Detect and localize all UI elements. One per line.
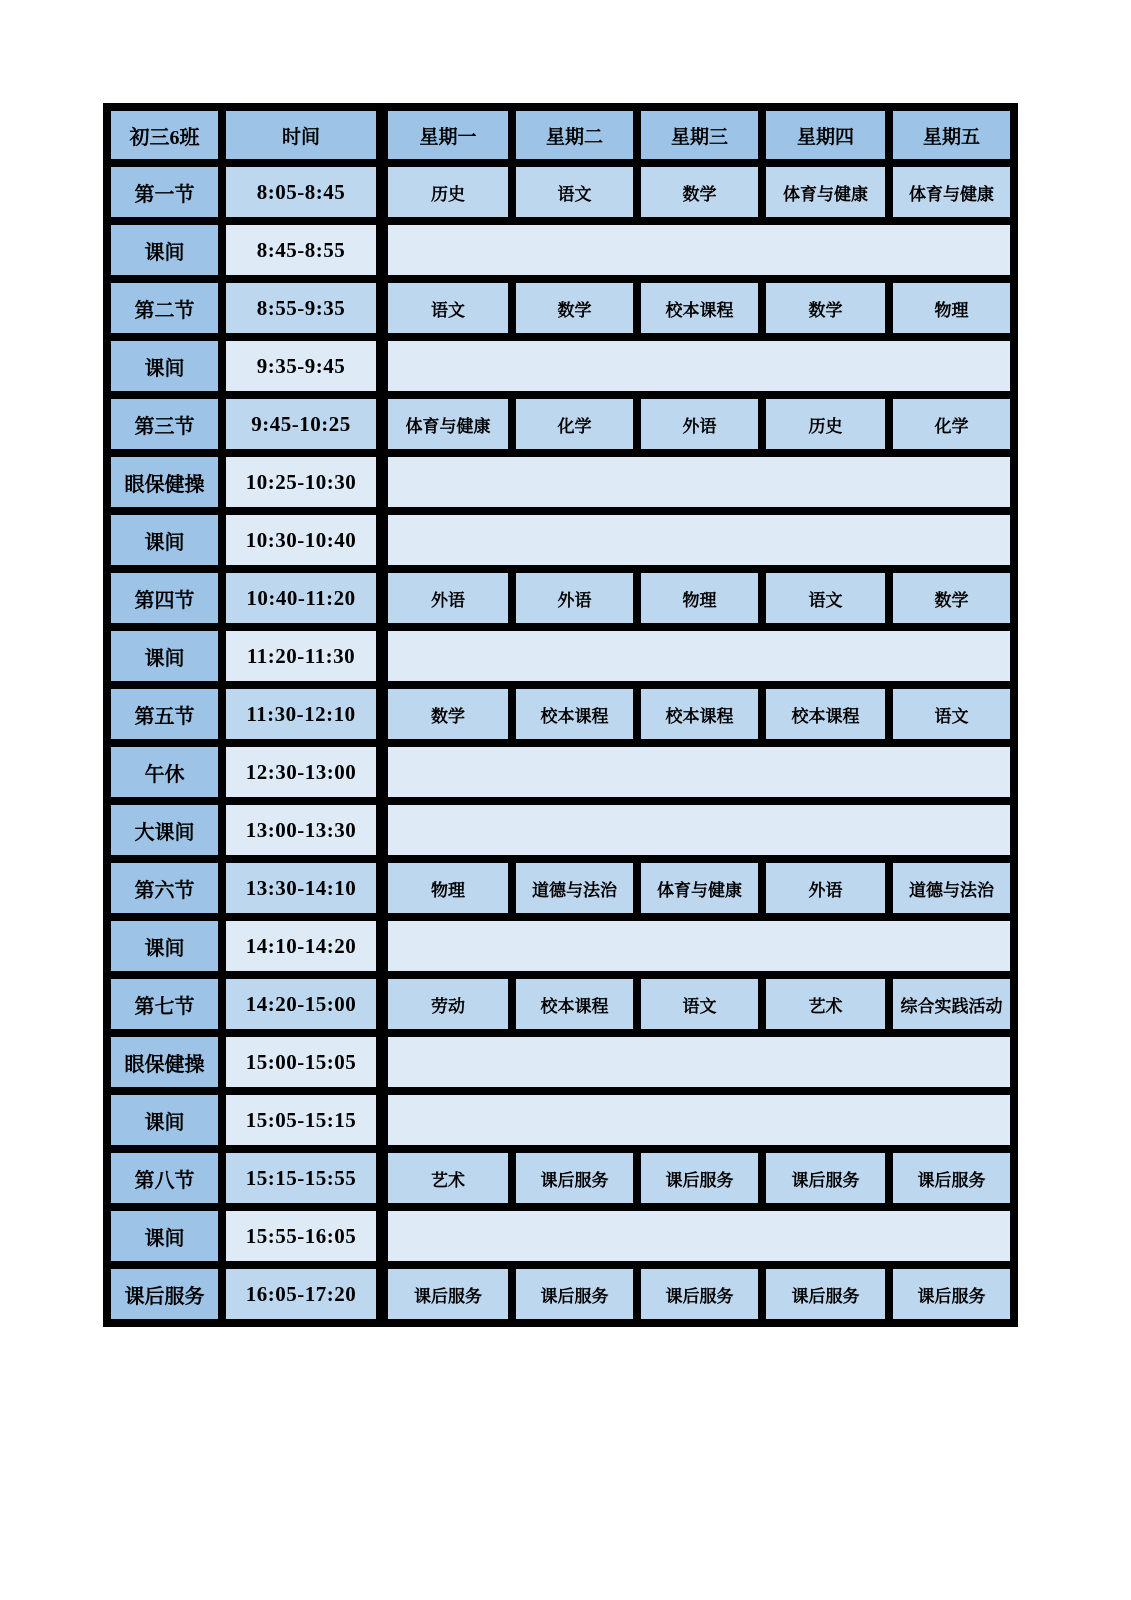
col-header-thursday: 星期四	[762, 107, 889, 163]
class-timetable	[103, 103, 1018, 1327]
row-time: 11:30-12:10	[222, 685, 382, 743]
row-label: 第三节	[107, 395, 222, 453]
row-label: 课间	[107, 917, 222, 975]
row-label: 第七节	[107, 975, 222, 1033]
course-cell: 道德与法治	[889, 859, 1014, 917]
course-cell: 艺术	[382, 1149, 512, 1207]
course-cell: 校本课程	[637, 685, 762, 743]
schedule-row	[107, 279, 1014, 337]
row-label: 午休	[107, 743, 222, 801]
course-cell: 语文	[637, 975, 762, 1033]
course-cell: 语文	[382, 279, 512, 337]
course-cell: 校本课程	[512, 685, 637, 743]
course-cell: 体育与健康	[637, 859, 762, 917]
break-span-cell	[382, 743, 1014, 801]
row-label: 眼保健操	[107, 453, 222, 511]
course-cell: 化学	[889, 395, 1014, 453]
course-cell: 课后服务	[762, 1149, 889, 1207]
row-label: 课间	[107, 627, 222, 685]
break-span-cell	[382, 511, 1014, 569]
schedule-row	[107, 975, 1014, 1033]
row-time: 11:20-11:30	[222, 627, 382, 685]
schedule-row	[107, 1207, 1014, 1265]
break-span-cell	[382, 337, 1014, 395]
schedule-row	[107, 1033, 1014, 1091]
break-span-cell	[382, 1207, 1014, 1265]
course-cell: 物理	[637, 569, 762, 627]
course-cell: 语文	[512, 163, 637, 221]
break-span-cell	[382, 221, 1014, 279]
course-cell: 历史	[762, 395, 889, 453]
row-time: 15:15-15:55	[222, 1149, 382, 1207]
row-label: 第四节	[107, 569, 222, 627]
schedule-row	[107, 801, 1014, 859]
row-time: 16:05-17:20	[222, 1265, 382, 1323]
course-cell: 数学	[382, 685, 512, 743]
col-header-tuesday: 星期二	[512, 107, 637, 163]
row-label: 第一节	[107, 163, 222, 221]
row-label: 课后服务	[107, 1265, 222, 1323]
course-cell: 道德与法治	[512, 859, 637, 917]
schedule-row	[107, 221, 1014, 279]
row-time: 8:55-9:35	[222, 279, 382, 337]
row-label: 课间	[107, 511, 222, 569]
schedule-row	[107, 395, 1014, 453]
course-cell: 劳动	[382, 975, 512, 1033]
course-cell: 语文	[889, 685, 1014, 743]
row-time: 14:10-14:20	[222, 917, 382, 975]
col-header-wednesday: 星期三	[637, 107, 762, 163]
row-time: 9:35-9:45	[222, 337, 382, 395]
course-cell: 化学	[512, 395, 637, 453]
course-cell: 课后服务	[762, 1265, 889, 1323]
col-header-friday: 星期五	[889, 107, 1014, 163]
course-cell: 体育与健康	[889, 163, 1014, 221]
col-header-monday: 星期一	[382, 107, 512, 163]
row-time: 13:30-14:10	[222, 859, 382, 917]
course-cell: 外语	[637, 395, 762, 453]
schedule-row	[107, 859, 1014, 917]
course-cell: 课后服务	[889, 1149, 1014, 1207]
row-time: 14:20-15:00	[222, 975, 382, 1033]
row-time: 15:55-16:05	[222, 1207, 382, 1265]
course-cell: 数学	[889, 569, 1014, 627]
row-label: 第二节	[107, 279, 222, 337]
break-span-cell	[382, 1033, 1014, 1091]
course-cell: 课后服务	[512, 1265, 637, 1323]
row-label: 课间	[107, 1091, 222, 1149]
row-time: 15:00-15:05	[222, 1033, 382, 1091]
row-time: 10:30-10:40	[222, 511, 382, 569]
course-cell: 课后服务	[382, 1265, 512, 1323]
row-label: 第八节	[107, 1149, 222, 1207]
row-label: 第六节	[107, 859, 222, 917]
row-time: 10:40-11:20	[222, 569, 382, 627]
schedule-row	[107, 1149, 1014, 1207]
course-cell: 校本课程	[762, 685, 889, 743]
row-label: 课间	[107, 1207, 222, 1265]
course-cell: 外语	[382, 569, 512, 627]
row-label: 第五节	[107, 685, 222, 743]
row-time: 10:25-10:30	[222, 453, 382, 511]
schedule-row	[107, 337, 1014, 395]
schedule-row	[107, 627, 1014, 685]
break-span-cell	[382, 917, 1014, 975]
schedule-row	[107, 569, 1014, 627]
course-cell: 外语	[762, 859, 889, 917]
course-cell: 体育与健康	[762, 163, 889, 221]
break-span-cell	[382, 801, 1014, 859]
course-cell: 综合实践活动	[889, 975, 1014, 1033]
course-cell: 体育与健康	[382, 395, 512, 453]
row-time: 8:45-8:55	[222, 221, 382, 279]
schedule-row	[107, 163, 1014, 221]
course-cell: 校本课程	[637, 279, 762, 337]
schedule-row	[107, 1265, 1014, 1323]
schedule-row	[107, 743, 1014, 801]
schedule-row	[107, 511, 1014, 569]
course-cell: 艺术	[762, 975, 889, 1033]
course-cell: 课后服务	[637, 1265, 762, 1323]
course-cell: 历史	[382, 163, 512, 221]
schedule-row	[107, 453, 1014, 511]
header-row	[107, 107, 1014, 163]
row-time: 8:05-8:45	[222, 163, 382, 221]
course-cell: 课后服务	[889, 1265, 1014, 1323]
row-time: 12:30-13:00	[222, 743, 382, 801]
row-label: 课间	[107, 337, 222, 395]
course-cell: 数学	[762, 279, 889, 337]
row-label: 眼保健操	[107, 1033, 222, 1091]
row-label: 课间	[107, 221, 222, 279]
course-cell: 物理	[889, 279, 1014, 337]
schedule-row	[107, 685, 1014, 743]
row-label: 大课间	[107, 801, 222, 859]
course-cell: 语文	[762, 569, 889, 627]
course-cell: 课后服务	[637, 1149, 762, 1207]
course-cell: 数学	[637, 163, 762, 221]
break-span-cell	[382, 627, 1014, 685]
class-name-cell: 初三6班	[107, 107, 222, 163]
row-time: 9:45-10:25	[222, 395, 382, 453]
col-header-time: 时间	[222, 107, 382, 163]
course-cell: 外语	[512, 569, 637, 627]
schedule-row	[107, 1091, 1014, 1149]
row-time: 13:00-13:30	[222, 801, 382, 859]
row-time: 15:05-15:15	[222, 1091, 382, 1149]
course-cell: 物理	[382, 859, 512, 917]
break-span-cell	[382, 1091, 1014, 1149]
course-cell: 校本课程	[512, 975, 637, 1033]
course-cell: 课后服务	[512, 1149, 637, 1207]
break-span-cell	[382, 453, 1014, 511]
schedule-row	[107, 917, 1014, 975]
course-cell: 数学	[512, 279, 637, 337]
